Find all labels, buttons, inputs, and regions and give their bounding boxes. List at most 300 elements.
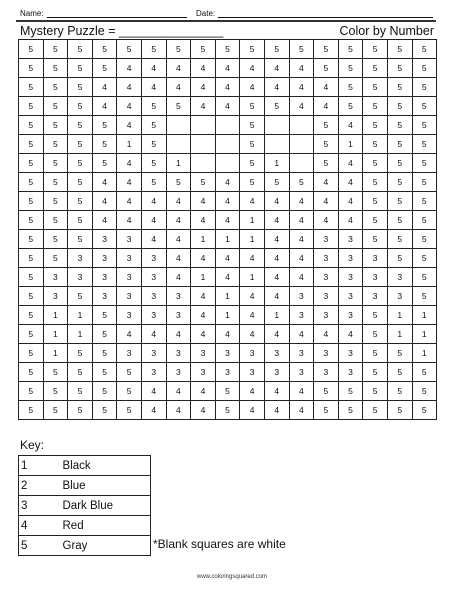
grid-cell: 4	[117, 192, 142, 211]
grid-cell	[191, 154, 216, 173]
grid-cell: 1	[117, 135, 142, 154]
grid-cell: 4	[240, 192, 265, 211]
grid-cell: 4	[264, 78, 289, 97]
grid-row	[19, 97, 437, 116]
grid-cell: 3	[338, 287, 363, 306]
grid-cell: 5	[68, 40, 93, 59]
grid-cell: 5	[43, 78, 68, 97]
grid-cell: 3	[117, 268, 142, 287]
grid-cell: 4	[289, 230, 314, 249]
grid-cell: 5	[215, 401, 240, 420]
grid-cell: 5	[19, 382, 44, 401]
grid-cell	[289, 116, 314, 135]
grid-cell: 5	[412, 268, 437, 287]
grid-cell: 4	[240, 78, 265, 97]
grid-cell: 5	[92, 135, 117, 154]
grid-cell: 4	[117, 78, 142, 97]
grid-cell: 5	[387, 382, 412, 401]
grid-cell: 5	[412, 192, 437, 211]
grid-cell: 3	[240, 363, 265, 382]
grid-cell: 1	[387, 306, 412, 325]
grid-cell: 3	[338, 363, 363, 382]
grid-cell: 4	[289, 382, 314, 401]
grid-cell	[166, 135, 191, 154]
key-number: 1	[19, 456, 39, 476]
grid-cell: 3	[338, 344, 363, 363]
grid-cell: 4	[215, 97, 240, 116]
grid-cell: 5	[19, 211, 44, 230]
grid-cell: 3	[117, 287, 142, 306]
grid-cell: 4	[215, 59, 240, 78]
grid-cell: 4	[289, 59, 314, 78]
grid-cell: 4	[166, 268, 191, 287]
grid-cell: 5	[68, 344, 93, 363]
grid-cell: 5	[338, 59, 363, 78]
grid-cell: 5	[92, 116, 117, 135]
grid-cell: 5	[92, 40, 117, 59]
grid-cell: 5	[387, 97, 412, 116]
grid-cell: 4	[314, 173, 339, 192]
grid-row	[19, 192, 437, 211]
grid-cell: 3	[92, 249, 117, 268]
grid-cell: 5	[19, 78, 44, 97]
grid-cell: 5	[412, 211, 437, 230]
grid-cell: 5	[412, 230, 437, 249]
grid-cell: 4	[166, 78, 191, 97]
grid-cell: 5	[117, 40, 142, 59]
grid-cell: 4	[166, 401, 191, 420]
grid-cell: 5	[387, 59, 412, 78]
grid-cell: 1	[191, 268, 216, 287]
grid-cell: 5	[19, 401, 44, 420]
grid-cell: 5	[191, 40, 216, 59]
grid-cell	[215, 135, 240, 154]
grid-cell: 4	[141, 325, 166, 344]
grid-cell: 4	[191, 97, 216, 116]
grid-cell: 1	[412, 344, 437, 363]
grid-cell: 4	[264, 287, 289, 306]
grid-cell: 5	[43, 230, 68, 249]
grid-cell: 3	[68, 249, 93, 268]
grid-cell: 5	[363, 306, 388, 325]
grid-cell: 5	[68, 192, 93, 211]
grid-cell: 5	[92, 382, 117, 401]
grid-cell: 3	[314, 249, 339, 268]
grid-cell: 4	[314, 97, 339, 116]
grid-cell: 4	[92, 78, 117, 97]
grid-cell: 4	[166, 192, 191, 211]
grid-cell: 5	[412, 401, 437, 420]
grid-cell: 4	[264, 382, 289, 401]
grid-cell: 3	[363, 249, 388, 268]
grid-cell: 5	[19, 154, 44, 173]
grid-cell: 4	[117, 97, 142, 116]
key-row	[19, 536, 151, 556]
grid-cell: 4	[264, 401, 289, 420]
grid-cell: 3	[338, 306, 363, 325]
grid-cell: 5	[363, 230, 388, 249]
grid-cell: 1	[240, 268, 265, 287]
puzzle-grid	[18, 39, 437, 420]
grid-cell: 5	[19, 249, 44, 268]
footer-url: www.coloringsquared.com	[196, 574, 268, 580]
grid-cell: 3	[166, 306, 191, 325]
grid-cell: 5	[363, 325, 388, 344]
grid-cell: 5	[387, 363, 412, 382]
key-color-name: Black	[39, 456, 151, 476]
grid-cell: 5	[19, 173, 44, 192]
grid-cell: 3	[314, 306, 339, 325]
grid-cell: 5	[387, 401, 412, 420]
grid-cell: 1	[215, 287, 240, 306]
grid-cell: 1	[43, 344, 68, 363]
grid-cell: 1	[68, 306, 93, 325]
grid-cell: 4	[338, 173, 363, 192]
key-row	[19, 516, 151, 536]
grid-cell: 5	[68, 59, 93, 78]
grid-cell: 3	[338, 230, 363, 249]
grid-cell: 5	[314, 154, 339, 173]
grid-cell: 4	[338, 211, 363, 230]
grid-cell: 5	[412, 287, 437, 306]
grid-cell: 5	[68, 154, 93, 173]
key-color-name: Dark Blue	[39, 496, 151, 516]
grid-cell: 4	[141, 401, 166, 420]
key-number: 5	[19, 536, 39, 556]
grid-cell: 3	[68, 268, 93, 287]
grid-cell: 4	[166, 249, 191, 268]
grid-cell: 5	[314, 59, 339, 78]
grid-cell: 1	[338, 135, 363, 154]
grid-cell: 5	[92, 325, 117, 344]
grid-cell: 3	[43, 268, 68, 287]
grid-cell: 4	[92, 211, 117, 230]
grid-cell: 5	[43, 401, 68, 420]
key-color-name: Blue	[39, 476, 151, 496]
grid-cell: 3	[141, 363, 166, 382]
grid-cell: 1	[215, 306, 240, 325]
grid-cell: 3	[191, 363, 216, 382]
grid-cell: 3	[314, 268, 339, 287]
grid-cell: 4	[338, 325, 363, 344]
grid-cell: 3	[314, 230, 339, 249]
grid-cell: 5	[19, 325, 44, 344]
grid-cell: 4	[240, 306, 265, 325]
grid-cell: 4	[215, 268, 240, 287]
grid-cell: 5	[314, 116, 339, 135]
grid-cell: 4	[191, 249, 216, 268]
grid-cell: 5	[92, 344, 117, 363]
grid-cell: 3	[141, 249, 166, 268]
grid-cell: 5	[387, 116, 412, 135]
grid-cell: 3	[191, 344, 216, 363]
grid-row	[19, 382, 437, 401]
key-row	[19, 476, 151, 496]
grid-cell: 5	[240, 135, 265, 154]
grid-cell: 5	[191, 173, 216, 192]
grid-cell: 1	[191, 230, 216, 249]
grid-cell: 3	[215, 363, 240, 382]
grid-cell: 3	[363, 287, 388, 306]
grid-cell: 5	[19, 287, 44, 306]
key-color-name: Gray	[39, 536, 151, 556]
grid-cell: 5	[412, 154, 437, 173]
grid-cell: 3	[289, 344, 314, 363]
grid-cell: 5	[19, 40, 44, 59]
grid-cell: 4	[215, 78, 240, 97]
name-label: Name:	[20, 9, 44, 18]
grid-cell: 3	[117, 306, 142, 325]
grid-cell: 3	[314, 287, 339, 306]
date-line	[218, 9, 433, 18]
grid-cell: 4	[117, 154, 142, 173]
grid-cell: 5	[43, 382, 68, 401]
grid-cell: 4	[191, 78, 216, 97]
grid-row	[19, 401, 437, 420]
grid-cell: 5	[363, 154, 388, 173]
grid-cell: 4	[191, 306, 216, 325]
grid-cell: 3	[166, 344, 191, 363]
grid-cell: 4	[264, 268, 289, 287]
grid-cell: 5	[43, 40, 68, 59]
grid-cell: 5	[141, 97, 166, 116]
grid-cell: 5	[19, 306, 44, 325]
grid-cell: 3	[215, 344, 240, 363]
grid-cell: 5	[166, 40, 191, 59]
grid-cell: 3	[166, 287, 191, 306]
grid-cell: 5	[240, 173, 265, 192]
grid-row	[19, 116, 437, 135]
grid-cell: 4	[141, 59, 166, 78]
grid-cell: 5	[92, 59, 117, 78]
grid-cell: 5	[363, 382, 388, 401]
grid-cell: 3	[289, 363, 314, 382]
grid-cell: 5	[141, 173, 166, 192]
grid-cell: 5	[240, 116, 265, 135]
grid-cell: 5	[412, 97, 437, 116]
grid-cell	[289, 135, 314, 154]
grid-cell: 3	[117, 249, 142, 268]
grid-cell: 5	[314, 401, 339, 420]
grid-cell: 3	[92, 230, 117, 249]
grid-cell: 3	[314, 363, 339, 382]
grid-cell: 5	[68, 230, 93, 249]
grid-cell: 5	[412, 59, 437, 78]
grid-cell: 5	[387, 78, 412, 97]
grid-cell: 3	[338, 268, 363, 287]
grid-cell: 4	[191, 192, 216, 211]
grid-cell: 4	[314, 211, 339, 230]
grid-cell: 3	[141, 306, 166, 325]
grid-cell	[191, 116, 216, 135]
grid-row	[19, 249, 437, 268]
grid-cell: 5	[68, 287, 93, 306]
page-title: Mystery Puzzle = _______________	[20, 24, 224, 38]
grid-cell: 4	[117, 325, 142, 344]
grid-cell: 5	[117, 363, 142, 382]
grid-cell: 5	[68, 401, 93, 420]
grid-row	[19, 59, 437, 78]
grid-cell: 4	[240, 325, 265, 344]
grid-cell: 5	[338, 97, 363, 116]
grid-cell: 4	[314, 78, 339, 97]
grid-cell: 5	[363, 78, 388, 97]
grid-cell: 5	[363, 363, 388, 382]
title-bar	[20, 24, 434, 40]
grid-cell: 5	[43, 249, 68, 268]
grid-cell: 5	[43, 116, 68, 135]
grid-cell: 4	[215, 173, 240, 192]
grid-cell: 5	[289, 40, 314, 59]
grid-cell: 1	[68, 325, 93, 344]
grid-cell: 4	[289, 97, 314, 116]
grid-cell: 5	[240, 154, 265, 173]
key-number: 3	[19, 496, 39, 516]
grid-cell: 4	[166, 59, 191, 78]
grid-cell: 4	[314, 325, 339, 344]
grid-cell: 5	[412, 382, 437, 401]
grid-row	[19, 211, 437, 230]
grid-cell: 5	[43, 59, 68, 78]
grid-cell: 5	[92, 363, 117, 382]
grid-cell: 5	[412, 135, 437, 154]
grid-cell: 4	[191, 325, 216, 344]
grid-cell: 5	[141, 40, 166, 59]
grid-cell	[289, 154, 314, 173]
grid-cell: 4	[264, 230, 289, 249]
grid-cell: 4	[240, 382, 265, 401]
grid-cell: 5	[43, 363, 68, 382]
grid-cell: 5	[387, 344, 412, 363]
grid-row	[19, 173, 437, 192]
name-field	[20, 9, 187, 18]
grid-cell: 3	[387, 268, 412, 287]
grid-cell: 3	[240, 344, 265, 363]
grid-row	[19, 268, 437, 287]
grid-cell: 5	[141, 154, 166, 173]
grid-cell: 3	[141, 344, 166, 363]
grid-cell: 4	[264, 325, 289, 344]
grid-cell: 5	[363, 97, 388, 116]
grid-cell: 5	[387, 40, 412, 59]
grid-cell: 4	[215, 211, 240, 230]
grid-cell: 3	[264, 344, 289, 363]
grid-row	[19, 154, 437, 173]
grid-row	[19, 325, 437, 344]
grid-cell: 3	[338, 249, 363, 268]
grid-cell: 4	[289, 249, 314, 268]
grid-cell: 5	[387, 230, 412, 249]
grid-cell: 5	[338, 78, 363, 97]
grid-cell: 5	[68, 173, 93, 192]
grid-cell: 4	[289, 401, 314, 420]
grid-cell: 5	[363, 59, 388, 78]
grid-cell: 5	[338, 40, 363, 59]
grid-cell: 4	[141, 230, 166, 249]
grid-cell: 5	[314, 40, 339, 59]
grid-cell: 5	[92, 306, 117, 325]
grid-cell: 4	[289, 325, 314, 344]
grid-cell: 5	[68, 382, 93, 401]
grid-cell: 1	[412, 325, 437, 344]
grid-cell	[215, 154, 240, 173]
grid-cell: 4	[215, 192, 240, 211]
grid-cell: 4	[141, 78, 166, 97]
grid-cell: 5	[387, 154, 412, 173]
grid-cell: 5	[363, 192, 388, 211]
grid-cell: 5	[68, 363, 93, 382]
grid-cell: 1	[240, 230, 265, 249]
grid-cell: 5	[68, 78, 93, 97]
grid-cell: 4	[117, 211, 142, 230]
grid-cell: 5	[19, 344, 44, 363]
grid-cell: 5	[264, 173, 289, 192]
grid-cell: 3	[92, 268, 117, 287]
grid-cell: 4	[191, 211, 216, 230]
grid-cell: 4	[314, 192, 339, 211]
grid-row	[19, 40, 437, 59]
grid-row	[19, 287, 437, 306]
grid-cell: 5	[92, 401, 117, 420]
grid-cell: 5	[363, 40, 388, 59]
grid-cell: 5	[387, 192, 412, 211]
grid-cell: 5	[264, 97, 289, 116]
grid-cell: 1	[43, 325, 68, 344]
grid-cell: 4	[289, 268, 314, 287]
grid-cell: 4	[215, 249, 240, 268]
grid-cell: 5	[68, 135, 93, 154]
grid-cell: 5	[43, 154, 68, 173]
grid-cell: 4	[264, 211, 289, 230]
grid-cell	[191, 135, 216, 154]
grid-cell: 5	[338, 401, 363, 420]
grid-cell: 5	[43, 211, 68, 230]
grid-cell: 5	[412, 363, 437, 382]
grid-cell: 5	[68, 211, 93, 230]
grid-cell: 5	[387, 249, 412, 268]
grid-cell: 1	[264, 154, 289, 173]
grid-cell: 5	[363, 116, 388, 135]
grid-cell: 5	[215, 40, 240, 59]
header-rule	[16, 20, 436, 22]
grid-cell: 5	[19, 230, 44, 249]
grid-cell: 5	[240, 40, 265, 59]
grid-cell: 4	[92, 192, 117, 211]
grid-cell: 5	[387, 211, 412, 230]
grid-cell: 3	[314, 344, 339, 363]
grid-cell: 5	[387, 135, 412, 154]
grid-cell: 5	[19, 116, 44, 135]
grid-cell: 5	[117, 382, 142, 401]
key-title: Key:	[20, 438, 45, 452]
grid-cell: 5	[387, 173, 412, 192]
grid-cell: 5	[363, 344, 388, 363]
grid-cell: 5	[215, 382, 240, 401]
grid-cell: 5	[412, 249, 437, 268]
grid-cell: 3	[117, 230, 142, 249]
grid-cell: 5	[141, 135, 166, 154]
grid-cell: 3	[43, 287, 68, 306]
grid-cell: 4	[289, 211, 314, 230]
grid-cell: 5	[43, 173, 68, 192]
grid-cell: 4	[215, 325, 240, 344]
grid-cell: 4	[191, 287, 216, 306]
key-row	[19, 456, 151, 476]
grid-cell: 5	[68, 116, 93, 135]
grid-row	[19, 230, 437, 249]
date-field	[196, 9, 433, 18]
grid-cell: 4	[338, 154, 363, 173]
